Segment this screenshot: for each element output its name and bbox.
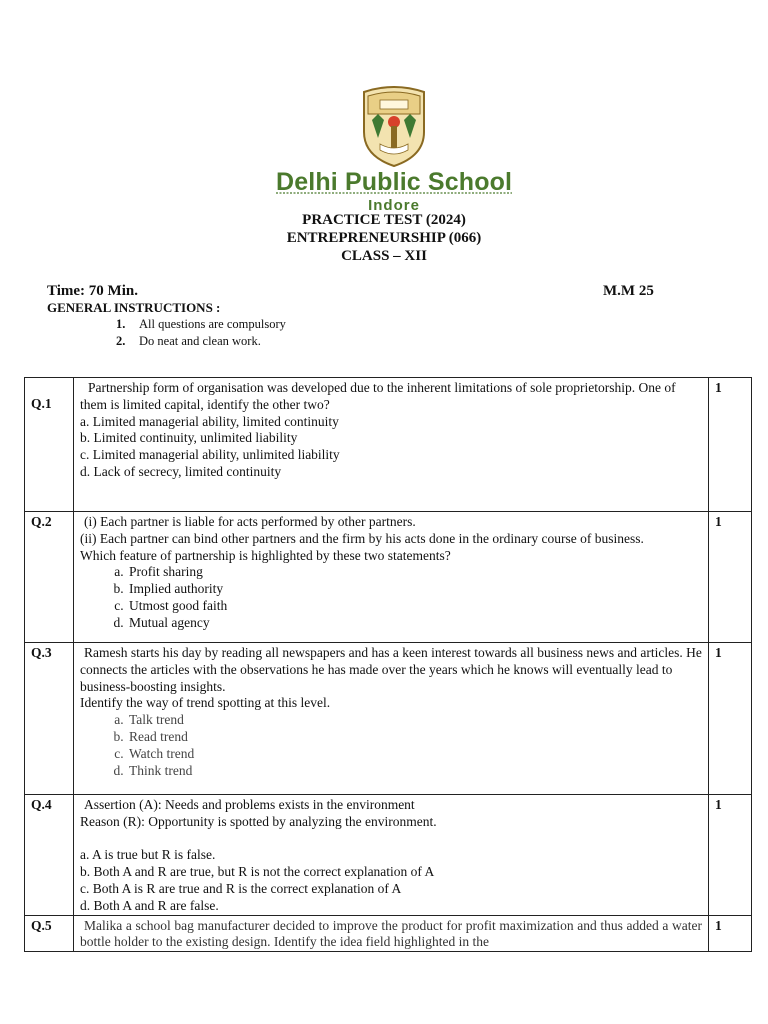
- question-marks: 1: [709, 378, 752, 512]
- question-number: Q.3: [25, 643, 74, 795]
- question-marks: 1: [709, 915, 752, 952]
- question-row: [25, 512, 752, 643]
- question-body: Partnership form of organisation was developed due to the inherent limitations of sole proprietorship. One of them is limited capital, identify the other two? a. Limited managerial ability, limited continuity b. Limited continuity, unlimited liability c. Limited managerial ability, unlimited liability d. Lack of secrecy, limited continuity: [74, 378, 709, 512]
- school-name-logo-text: Delhi Public School: [276, 168, 512, 196]
- max-marks: M.M 25: [603, 283, 654, 299]
- question-marks: 1: [709, 795, 752, 916]
- question-row: [25, 643, 752, 795]
- question-body: Malika a school bag manufacturer decided to improve the product for profit maximization and thus added a water bottle holder to the existing design. Identify the idea field highlighted in the: [74, 915, 709, 952]
- test-title: PRACTICE TEST (2024): [302, 212, 466, 228]
- instruction-item: 1. All questions are compulsory: [116, 317, 286, 331]
- question-body: Ramesh starts his day by reading all newspapers and has a keen interest towards all business news and articles. He connects the articles with the observations he has made over the years which he knows will eventually lead to business-boosting insights. Identify the way of trend spotting at this level. a. Talk trend b. Read trend c. Watch trend d. Think trend: [74, 643, 709, 795]
- instruction-item: 2. Do neat and clean work.: [116, 334, 261, 348]
- city-logo-text: Indore: [368, 197, 420, 214]
- instructions-heading: GENERAL INSTRUCTIONS :: [47, 300, 221, 315]
- options-list: [80, 564, 702, 631]
- question-marks: 1: [709, 643, 752, 795]
- option: d. Mutual agency: [127, 615, 702, 632]
- option: a. Talk trend: [127, 712, 702, 729]
- question-body: (i) Each partner is liable for acts performed by other partners. (ii) Each partner can bind other partners and the firm by his acts done in the ordinary course of business. Which feature of partnership is highlighted by these two statements? a. Profit sharing b. Implied authority c. Utmost good faith d. Mutual agency: [74, 512, 709, 643]
- question-number: Q.5: [25, 915, 74, 952]
- option: c. Utmost good faith: [127, 598, 702, 615]
- question-row: [25, 378, 752, 512]
- question-row: [25, 795, 752, 916]
- instructions-list: [116, 316, 286, 350]
- option: b. Implied authority: [127, 581, 702, 598]
- class-title: CLASS – XII: [341, 248, 427, 264]
- question-number: Q.2: [25, 512, 74, 643]
- option: c. Watch trend: [127, 746, 702, 763]
- options-list: [80, 712, 702, 779]
- question-number: Q.1: [25, 378, 74, 512]
- option: a. Profit sharing: [127, 564, 702, 581]
- school-crest-icon: [364, 87, 424, 166]
- question-marks: 1: [709, 512, 752, 643]
- option: b. Read trend: [127, 729, 702, 746]
- option: d. Think trend: [127, 763, 702, 780]
- subject-title: ENTREPRENEURSHIP (066): [286, 230, 482, 246]
- question-body: Assertion (A): Needs and problems exists in the environment Reason (R): Opportunity is spotted by analyzing the environment. a. A is true but R is false. b. Both A and R are true, but R is not the correct explanation of A c. Both A is R are true and R is the correct explanation of A d. Both A and R are false.: [74, 795, 709, 916]
- questions-table: [24, 377, 752, 952]
- school-logo: [272, 86, 516, 214]
- time-allowed: Time: 70 Min.: [47, 283, 138, 299]
- question-row: [25, 915, 752, 952]
- question-number: Q.4: [25, 795, 74, 916]
